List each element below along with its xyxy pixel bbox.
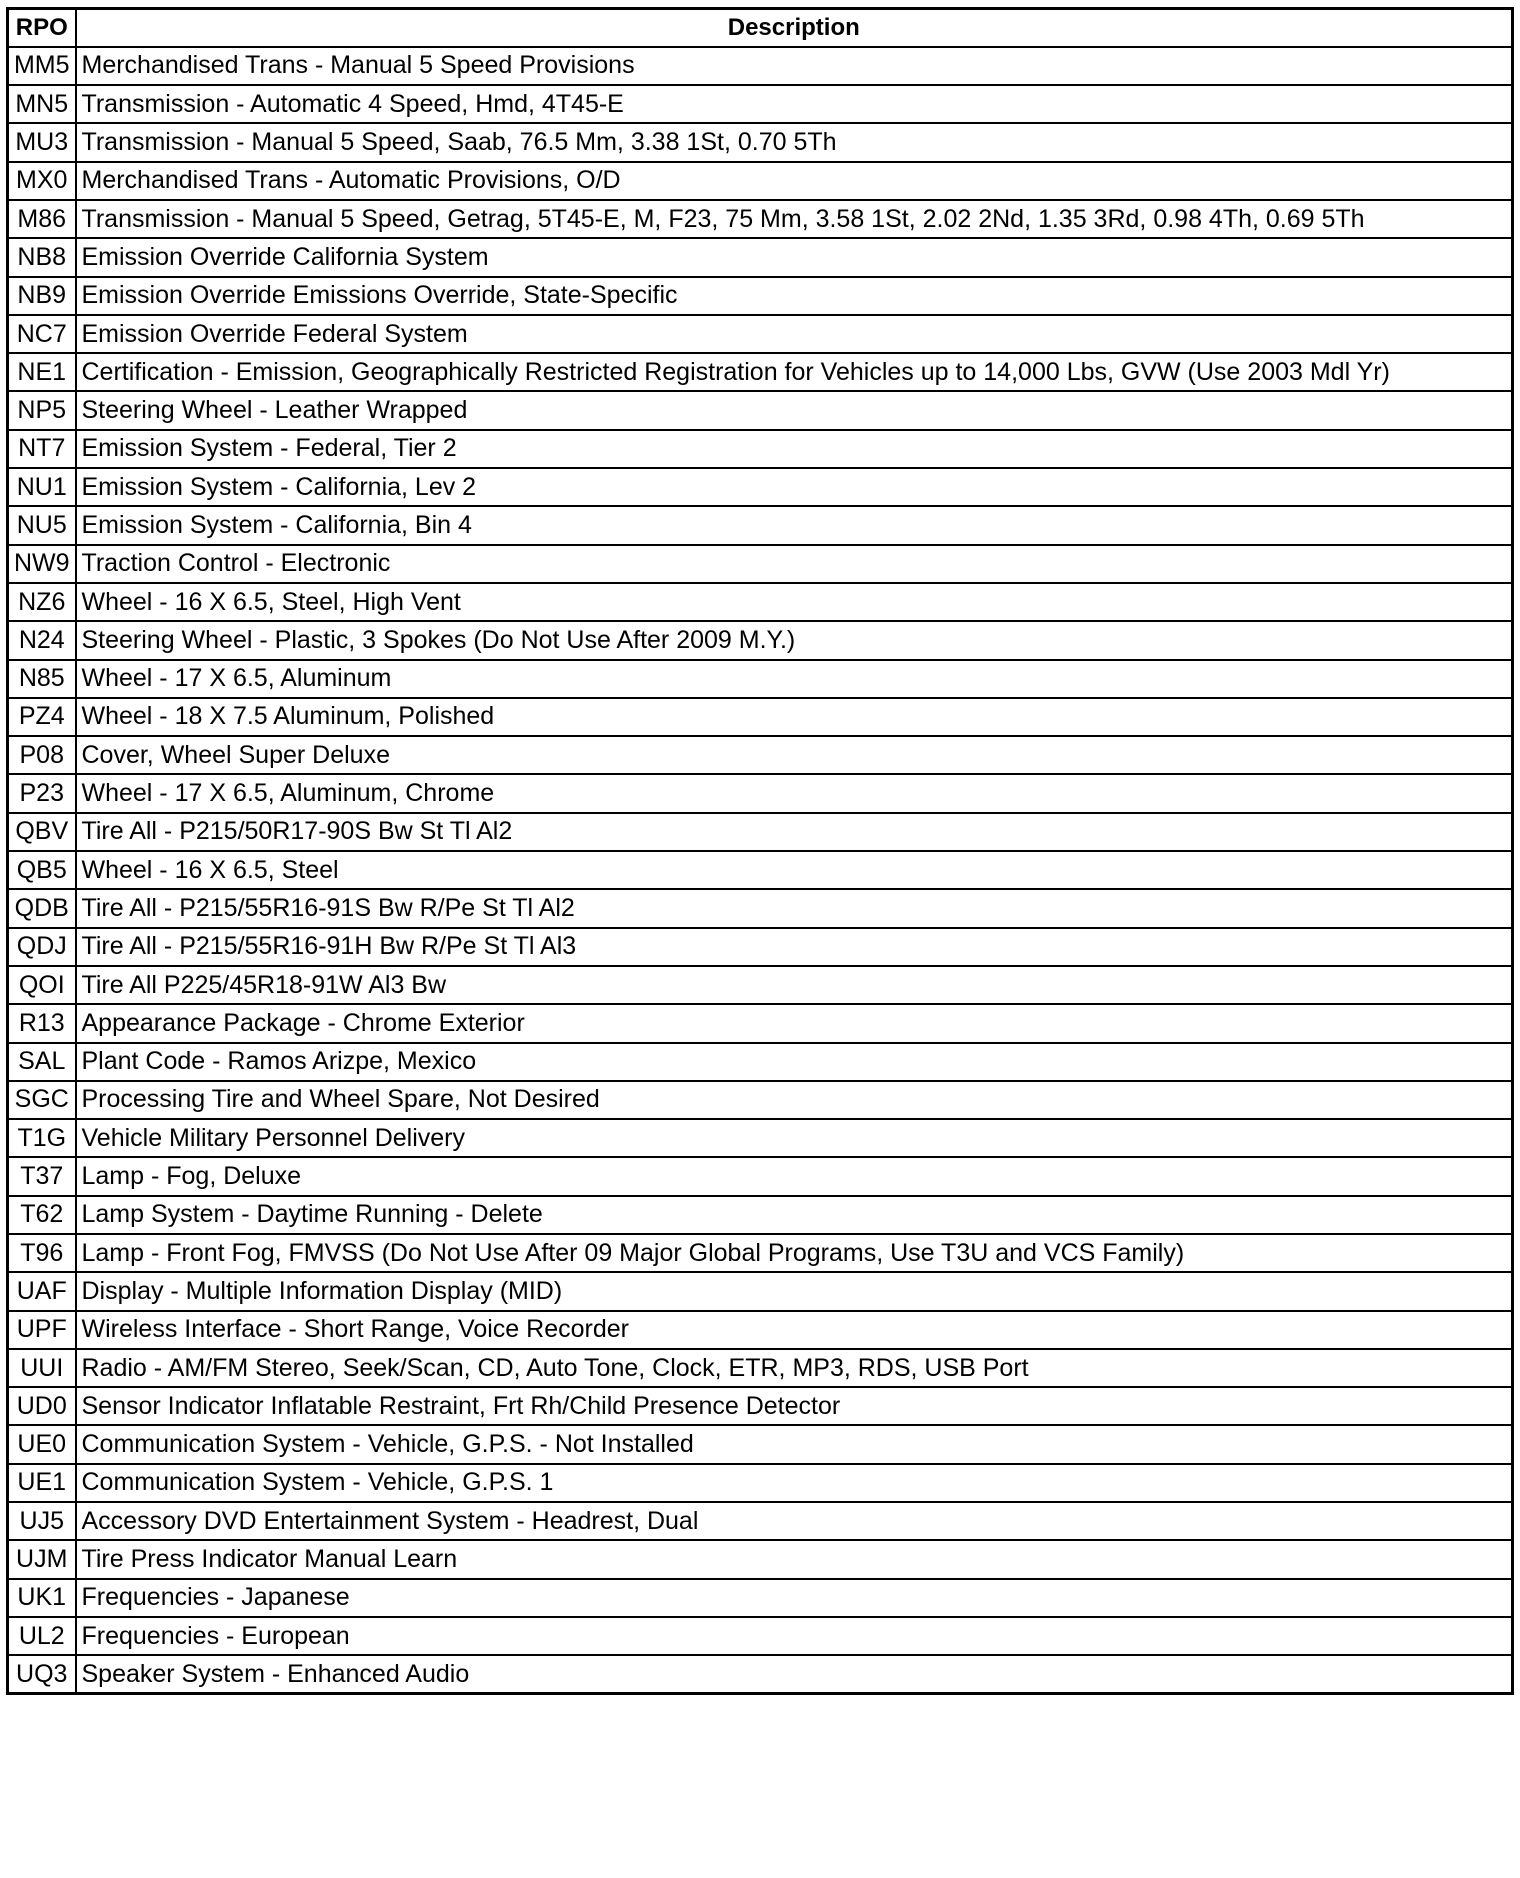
description-column-header: Description bbox=[76, 9, 1513, 47]
rpo-code-cell: T1G bbox=[8, 1119, 76, 1157]
table-row bbox=[8, 928, 1513, 966]
description-cell: Radio - AM/FM Stereo, Seek/Scan, CD, Auto Tone, Clock, ETR, MP3, RDS, USB Port bbox=[76, 1349, 1513, 1387]
description-cell: Lamp - Front Fog, FMVSS (Do Not Use After 09 Major Global Programs, Use T3U and VCS Family) bbox=[76, 1234, 1513, 1272]
rpo-code-cell: NC7 bbox=[8, 315, 76, 353]
rpo-code-cell: UD0 bbox=[8, 1387, 76, 1425]
table-row bbox=[8, 1655, 1513, 1693]
rpo-code-cell: QBV bbox=[8, 813, 76, 851]
description-cell: Traction Control - Electronic bbox=[76, 545, 1513, 583]
description-cell: Merchandised Trans - Manual 5 Speed Provisions bbox=[76, 47, 1513, 85]
table-row bbox=[8, 200, 1513, 238]
table-body bbox=[8, 47, 1513, 1694]
description-cell: Wheel - 17 X 6.5, Aluminum, Chrome bbox=[76, 774, 1513, 812]
table-row bbox=[8, 736, 1513, 774]
description-cell: Tire All - P215/55R16-91H Bw R/Pe St Tl Al3 bbox=[76, 928, 1513, 966]
rpo-code-cell: PZ4 bbox=[8, 698, 76, 736]
rpo-code-cell: NE1 bbox=[8, 353, 76, 391]
rpo-code-cell: T62 bbox=[8, 1196, 76, 1234]
description-cell: Merchandised Trans - Automatic Provisions, O/D bbox=[76, 162, 1513, 200]
rpo-code-cell: N24 bbox=[8, 621, 76, 659]
description-cell: Wheel - 16 X 6.5, Steel, High Vent bbox=[76, 583, 1513, 621]
description-cell: Emission Override Federal System bbox=[76, 315, 1513, 353]
description-cell: Accessory DVD Entertainment System - Headrest, Dual bbox=[76, 1502, 1513, 1540]
table-row bbox=[8, 1540, 1513, 1578]
table-row bbox=[8, 468, 1513, 506]
table-row bbox=[8, 774, 1513, 812]
description-cell: Emission Override Emissions Override, State-Specific bbox=[76, 277, 1513, 315]
table-row bbox=[8, 506, 1513, 544]
rpo-code-cell: NW9 bbox=[8, 545, 76, 583]
rpo-code-cell: SGC bbox=[8, 1081, 76, 1119]
description-cell: Wheel - 17 X 6.5, Aluminum bbox=[76, 660, 1513, 698]
rpo-code-cell: QDB bbox=[8, 889, 76, 927]
description-cell: Cover, Wheel Super Deluxe bbox=[76, 736, 1513, 774]
rpo-code-cell: NU1 bbox=[8, 468, 76, 506]
rpo-code-cell: NZ6 bbox=[8, 583, 76, 621]
table-row bbox=[8, 353, 1513, 391]
description-cell: Communication System - Vehicle, G.P.S. - Not Installed bbox=[76, 1425, 1513, 1463]
table-row bbox=[8, 851, 1513, 889]
description-cell: Plant Code - Ramos Arizpe, Mexico bbox=[76, 1043, 1513, 1081]
rpo-code-cell: UL2 bbox=[8, 1617, 76, 1655]
table-row bbox=[8, 621, 1513, 659]
rpo-code-cell: UE1 bbox=[8, 1464, 76, 1502]
table-row bbox=[8, 1464, 1513, 1502]
rpo-code-cell: M86 bbox=[8, 200, 76, 238]
table-row bbox=[8, 1387, 1513, 1425]
description-cell: Display - Multiple Information Display (MID) bbox=[76, 1272, 1513, 1310]
table-row bbox=[8, 1081, 1513, 1119]
table-row bbox=[8, 660, 1513, 698]
description-cell: Tire All P225/45R18-91W Al3 Bw bbox=[76, 966, 1513, 1004]
rpo-code-cell: UE0 bbox=[8, 1425, 76, 1463]
description-cell: Sensor Indicator Inflatable Restraint, Frt Rh/Child Presence Detector bbox=[76, 1387, 1513, 1425]
table-row bbox=[8, 1043, 1513, 1081]
rpo-table bbox=[6, 7, 1514, 1695]
rpo-code-cell: MU3 bbox=[8, 123, 76, 161]
rpo-code-cell: NP5 bbox=[8, 391, 76, 429]
table-row bbox=[8, 545, 1513, 583]
rpo-code-cell: MN5 bbox=[8, 85, 76, 123]
table-row bbox=[8, 698, 1513, 736]
table-row bbox=[8, 123, 1513, 161]
rpo-code-cell: UK1 bbox=[8, 1579, 76, 1617]
table-row bbox=[8, 162, 1513, 200]
rpo-code-cell: UAF bbox=[8, 1272, 76, 1310]
description-cell: Appearance Package - Chrome Exterior bbox=[76, 1004, 1513, 1042]
table-row bbox=[8, 315, 1513, 353]
table-row bbox=[8, 583, 1513, 621]
description-cell: Transmission - Manual 5 Speed, Saab, 76.5 Mm, 3.38 1St, 0.70 5Th bbox=[76, 123, 1513, 161]
table-row bbox=[8, 47, 1513, 85]
table-row bbox=[8, 1234, 1513, 1272]
rpo-code-cell: QB5 bbox=[8, 851, 76, 889]
rpo-code-cell: T37 bbox=[8, 1157, 76, 1195]
table-row bbox=[8, 277, 1513, 315]
description-cell: Tire All - P215/50R17-90S Bw St Tl Al2 bbox=[76, 813, 1513, 851]
table-row bbox=[8, 238, 1513, 276]
table-row bbox=[8, 391, 1513, 429]
description-cell: Emission System - California, Bin 4 bbox=[76, 506, 1513, 544]
description-cell: Processing Tire and Wheel Spare, Not Desired bbox=[76, 1081, 1513, 1119]
description-cell: Speaker System - Enhanced Audio bbox=[76, 1655, 1513, 1693]
description-cell: Transmission - Automatic 4 Speed, Hmd, 4T45-E bbox=[76, 85, 1513, 123]
rpo-code-cell: N85 bbox=[8, 660, 76, 698]
rpo-code-cell: NT7 bbox=[8, 430, 76, 468]
rpo-code-cell: P23 bbox=[8, 774, 76, 812]
table-row bbox=[8, 813, 1513, 851]
rpo-code-cell: UJ5 bbox=[8, 1502, 76, 1540]
table-row bbox=[8, 1157, 1513, 1195]
table-row bbox=[8, 1004, 1513, 1042]
rpo-code-cell: UPF bbox=[8, 1311, 76, 1349]
description-cell: Transmission - Manual 5 Speed, Getrag, 5T45-E, M, F23, 75 Mm, 3.58 1St, 2.02 2Nd, 1.35 3Rd, 0.98 4Th, 0.69 5Th bbox=[76, 200, 1513, 238]
table-row bbox=[8, 889, 1513, 927]
description-cell: Frequencies - Japanese bbox=[76, 1579, 1513, 1617]
table-row bbox=[8, 1502, 1513, 1540]
description-cell: Emission System - California, Lev 2 bbox=[76, 468, 1513, 506]
description-cell: Tire All - P215/55R16-91S Bw R/Pe St Tl Al2 bbox=[76, 889, 1513, 927]
rpo-code-cell: NB9 bbox=[8, 277, 76, 315]
rpo-code-cell: NU5 bbox=[8, 506, 76, 544]
description-cell: Certification - Emission, Geographically Restricted Registration for Vehicles up to 14,000 Lbs, GVW (Use 2003 Mdl Yr) bbox=[76, 353, 1513, 391]
rpo-code-cell: P08 bbox=[8, 736, 76, 774]
description-cell: Lamp - Fog, Deluxe bbox=[76, 1157, 1513, 1195]
rpo-code-cell: MX0 bbox=[8, 162, 76, 200]
table-row bbox=[8, 1425, 1513, 1463]
description-cell: Steering Wheel - Plastic, 3 Spokes (Do Not Use After 2009 M.Y.) bbox=[76, 621, 1513, 659]
description-cell: Lamp System - Daytime Running - Delete bbox=[76, 1196, 1513, 1234]
rpo-code-cell: UJM bbox=[8, 1540, 76, 1578]
description-cell: Wheel - 18 X 7.5 Aluminum, Polished bbox=[76, 698, 1513, 736]
rpo-column-header: RPO bbox=[8, 9, 76, 47]
header-row bbox=[8, 9, 1513, 47]
rpo-code-cell: QDJ bbox=[8, 928, 76, 966]
description-cell: Steering Wheel - Leather Wrapped bbox=[76, 391, 1513, 429]
table-row bbox=[8, 966, 1513, 1004]
table-row bbox=[8, 85, 1513, 123]
table-row bbox=[8, 1617, 1513, 1655]
description-cell: Wheel - 16 X 6.5, Steel bbox=[76, 851, 1513, 889]
description-cell: Wireless Interface - Short Range, Voice Recorder bbox=[76, 1311, 1513, 1349]
table-row bbox=[8, 1119, 1513, 1157]
description-cell: Emission System - Federal, Tier 2 bbox=[76, 430, 1513, 468]
table-row bbox=[8, 1196, 1513, 1234]
rpo-code-cell: SAL bbox=[8, 1043, 76, 1081]
table-row bbox=[8, 430, 1513, 468]
rpo-code-cell: T96 bbox=[8, 1234, 76, 1272]
description-cell: Emission Override California System bbox=[76, 238, 1513, 276]
rpo-code-cell: R13 bbox=[8, 1004, 76, 1042]
description-cell: Vehicle Military Personnel Delivery bbox=[76, 1119, 1513, 1157]
rpo-code-cell: QOI bbox=[8, 966, 76, 1004]
rpo-document bbox=[6, 7, 1511, 1871]
rpo-code-cell: NB8 bbox=[8, 238, 76, 276]
rpo-code-cell: UQ3 bbox=[8, 1655, 76, 1693]
table-row bbox=[8, 1311, 1513, 1349]
table-row bbox=[8, 1272, 1513, 1310]
table-row bbox=[8, 1579, 1513, 1617]
table-header bbox=[8, 9, 1513, 47]
description-cell: Tire Press Indicator Manual Learn bbox=[76, 1540, 1513, 1578]
rpo-code-cell: MM5 bbox=[8, 47, 76, 85]
table-row bbox=[8, 1349, 1513, 1387]
description-cell: Frequencies - European bbox=[76, 1617, 1513, 1655]
description-cell: Communication System - Vehicle, G.P.S. 1 bbox=[76, 1464, 1513, 1502]
rpo-code-cell: UUI bbox=[8, 1349, 76, 1387]
